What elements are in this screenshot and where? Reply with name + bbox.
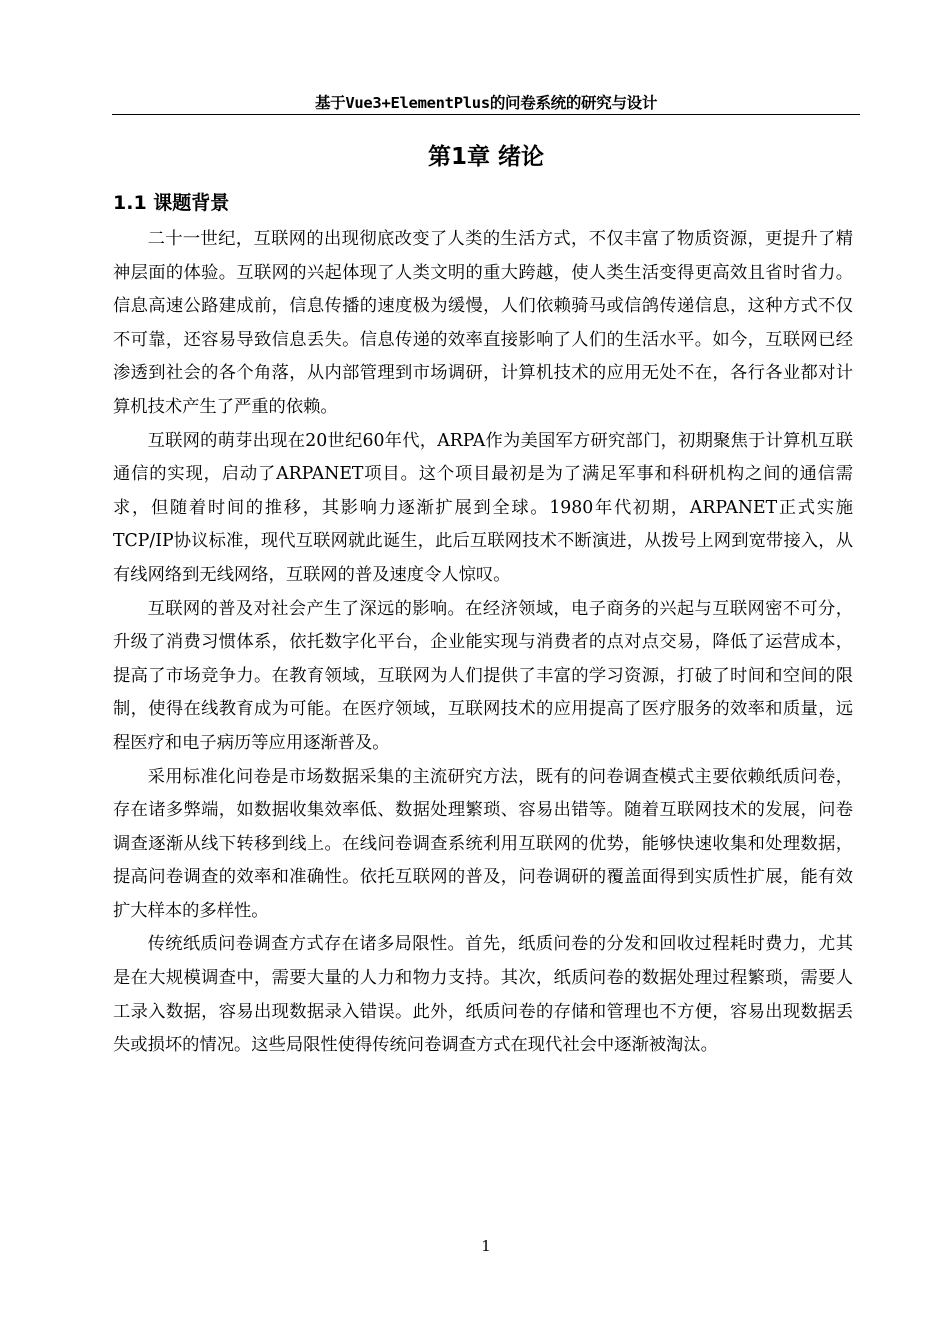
section-title: 1.1 课题背景 bbox=[113, 192, 230, 214]
page-number: 1 bbox=[481, 1237, 491, 1255]
paragraph-3: 互联网的普及对社会产生了深远的影响。在经济领域，电子商务的兴起与互联网密不可分，升级了消费习惯体系，依托数字化平台，企业能实现与消费者的点对点交易，降低了运营成本，提高了市场竞争力。在教育领域，互联网为人们提供了丰富的学习资源，打破了时间和空间的限制，使得在线教育成为可能。在医疗领域，互联网技术的应用提高了医疗服务的效率和质量，远程医疗和电子病历等应用逐渐普及。 bbox=[113, 598, 853, 753]
paragraph-4: 采用标准化问卷是市场数据采集的主流研究方法，既有的问卷调查模式主要依赖纸质问卷，存在诸多弊端，如数据收集效率低、数据处理繁琐、容易出错等。随着互联网技术的发展，问卷调查逐渐从线下转移到线上。在线问卷调查系统利用互联网的优势，能够快速收集和处理数据，提高问卷调查的效率和准确性。依托互联网的普及，问卷调研的覆盖面得到实质性扩展，能有效扩大样本的多样性。 bbox=[113, 766, 853, 921]
paragraph-5: 传统纸质问卷调查方式存在诸多局限性。首先，纸质问卷的分发和回收过程耗时费力，尤其是在大规模调查中，需要大量的人力和物力支持。其次，纸质问卷的数据处理过程繁琐，需要人工录入数据，容易出现数据录入错误。此外，纸质问卷的存储和管理也不方便，容易出现数据丢失或损坏的情况。这些局限性使得传统问卷调查方式在现代社会中逐渐被淘汰。 bbox=[113, 934, 853, 1056]
running-header: 基于Vue3+ElementPlus的问卷系统的研究与设计 bbox=[314, 94, 658, 112]
body-text bbox=[113, 223, 853, 1063]
header-rule bbox=[112, 114, 860, 115]
chapter-title: 第1章 绪论 bbox=[427, 144, 544, 170]
paragraph-2: 互联网的萌芽出现在20世纪60年代，ARPA作为美国军方研究部门，初期聚焦于计算机互联通信的实现，启动了ARPANET项目。这个项目最初是为了满足军事和科研机构之间的通信需求，但随着时间的推移，其影响力逐渐扩展到全球。1980年代初期，ARPANET正式实施TCP/IP协议标准，现代互联网就此诞生，此后互联网技术不断演进，从拨号上网到宽带接入，从有线网络到无线网络，互联网的普及速度令人惊叹。 bbox=[113, 430, 853, 585]
paragraph-1: 二十一世纪，互联网的出现彻底改变了人类的生活方式，不仅丰富了物质资源，更提升了精神层面的体验。互联网的兴起体现了人类文明的重大跨越，使人类生活变得更高效且省时省力。信息高速公路建成前，信息传播的速度极为缓慢，人们依赖骑马或信鸽传递信息，这种方式不仅不可靠，还容易导致信息丢失。信息传递的效率直接影响了人们的生活水平。如今，互联网已经渗透到社会的各个角落，从内部管理到市场调研，计算机技术的应用无处不在，各行各业都对计算机技术产生了严重的依赖。 bbox=[113, 229, 853, 417]
